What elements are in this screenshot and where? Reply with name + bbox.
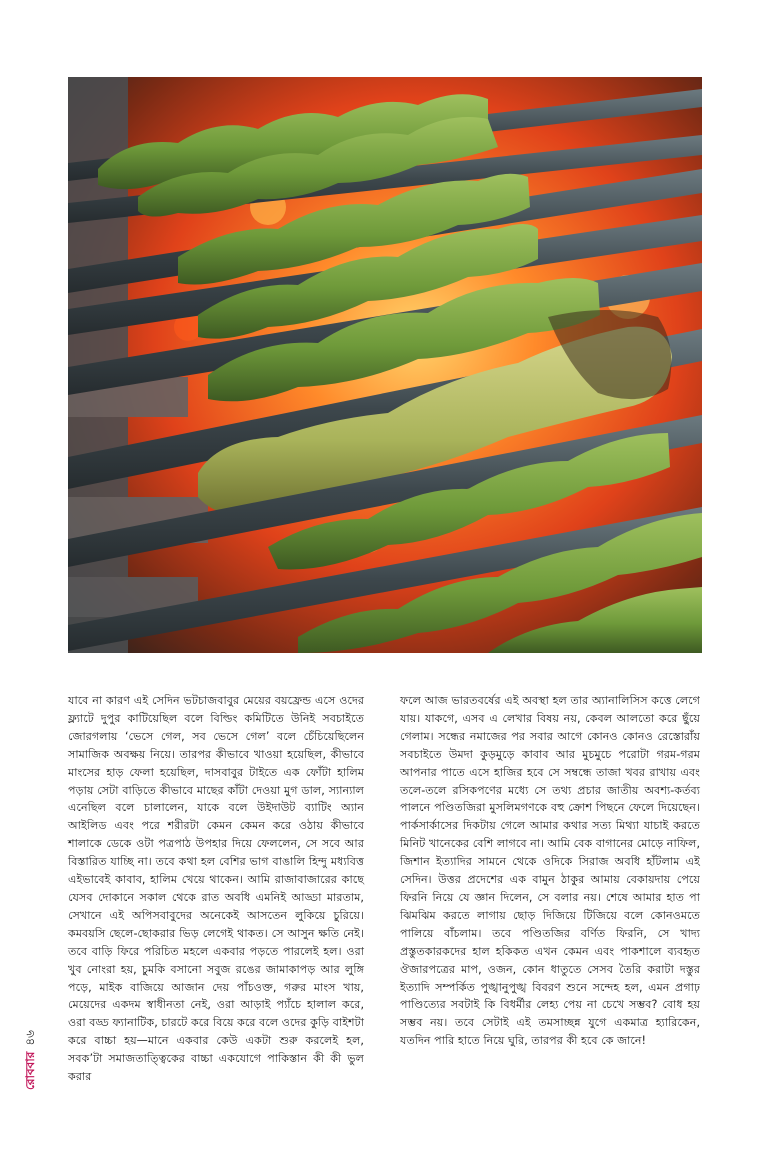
page-folio — [22, 1030, 42, 1090]
article-column-left: যাবে না কারণ এই সেদিন ভটচাজবাবুর মেয়ের বয়ফ্রেন্ড এসে ওদের ফ্ল্যাটে দুপুর কাটিয়েছিল বলে বিল্ডিং কমিটিতে উনিই সবচাইতে জোরগলায় ‘ভেসে গেল, সব ভেসে গেল’ বলে চেঁচিয়েছিলেন সামাজিক অবক্ষয় নিয়ে। তারপর কীভাবে খাওয়া হয়েছিল, কীভাবে মাংসের হাড় ফেলা হয়েছিল, দাসবাবুর টাইতে এক ফোঁটা হালিম পড়ায় সেটা বাড়িতে কীভাবে মাছের কাঁটা দেওয়া মুগ ডাল, স্যান্যাল এনেছিল বলে চালালেন, যাকে বলে উইদাউট ব্যাটিং অ্যান আইলিড এবং পরে শরীরটা কেমন কেমন করে ওঠায় কীভাবে শালাকে ডেকে ওটা পত্রপাঠ উপহার দিয়ে ফেললেন, সে সবে আর বিস্তারিত যাচ্ছি না। তবে কথা হল বেশির ভাগ বাঙালি হিন্দু মধ্যবিত্ত এইভাবেই কাবাব, হালিম খেয়ে থাকেন। আমি রাজাবাজারের কাছে যেসব দোকানে সকাল থেকে রাত অবধি এমনিই আড্ডা মারতাম, সেখানে এই অপিসবাবুদের অনেকেই আসতেন লুকিয়ে চুরিয়ে। কমবয়সি ছেলে-ছোকরার ভিড় লেগেই থাকত। সে আসুন ক্ষতি নেই। তবে বাড়ি ফিরে পরিচিত মহলে একবার পড়তে পারলেই হল। ওরা খুব নোংরা হয়, চুমকি বসানো সবুজ রঙের জামাকাপড় আর লুঙ্গি পড়ে, মাইক বাজিয়ে আজান দেয় পাঁচওক্ত, গরুর মাংস খায়, মেয়েদের একদম স্বাধীনতা নেই, ওরা আড়াই প্যাঁচে হালাল করে, ওরা বড্ড ফ্যানাটিক, চারটে করে বিয়ে করে বলে ওদের কুড়ি বাইশটা করে বাচ্চা হয়—মানে একবার কেউ একটা শুরু করলেই হল, সবক’টা সমাজতাত্ত্বিকের বাচ্চা একযোগে পাকিস্তান কী কী ভুল করার — [68, 694, 364, 1084]
kebab-illustration — [68, 77, 702, 653]
page-number: ৪৬ — [23, 1030, 37, 1046]
article-column-right: ফলে আজ ভারতবর্ষের এই অবস্থা হল তার অ্যানালিসিস কত্তে লেগে যায়। যাকগে, এসব এ লেখার বিষয় নয়, কেবল আলতো করে ছুঁয়ে গেলাম। সন্ধের নমাজের পর সবার আগে কোনও কোনও রেস্তোরাঁয় সবচাইতে উমদা কুড়মুড়ে কাবাব আর মুচমুচে পরোটা গরম-গরম আপনার পাতে এসে হাজির হবে সে সম্বন্ধে তাজা খবর রাখায় এবং তলে-তলে রসিকপণের মধ্যে সে তথ্য প্রচার জাতীয় অবশ্য-কর্তব্য পালনে পণ্ডিতজিরা মুসলিমগণকে বহু ক্রোশ পিছনে ফেলে দিয়েছেন। পার্কসার্কাসের দিকটায় গেলে আমার কথার সত্য মিথ্যা যাচাই করতে মিনিট খানেকের বেশি লাগবে না। আমি বেক বাগানের মোড়ে নাফিল, জিশান ইত্যাদির সামনে থেকে ওদিকে সিরাজ অবধি হাঁটলাম এই সেদিন। উত্তর প্রদেশের এক বামুন ঠাকুর আমায় বেকায়দায় পেয়ে ফিরনি নিয়ে যে জ্ঞান দিলেন, সে বলার নয়। শেষে আমার হাত পা ঝিমঝিম করতে লাগায় ছোড় দিজিয়ে টিজিয়ে বলে কোনওমতে পালিয়ে বাঁচলাম। তবে পণ্ডিতজির বর্ণিত ফিরনি, সে খাদ্য প্রস্তুতকারকদের হাল হকিকত এখন কেমন এবং পাকশালে ব্যবহৃত ঔজারপত্রের মাপ, ওজন, কোন ধাতুতে সেসব তৈরি করাটা দস্তুর ইত্যাদি সম্পর্কিত পুঙ্খানুপুঙ্খ বিবরণ শুনে সন্দেহ হল, এমন প্রগাঢ় পাণ্ডিত্যের সবটাই কি বিধর্মীর লেহ্য পেয় না চেখে সম্ভব? বোধ হয় সম্ভব নয়। তবে সেটাই এই তমসাচ্ছন্ন যুগে একমাত্র হ্যারিকেন, যতদিন পারি হাতে নিয়ে ঘুরি, তারপর কী হবে কে জানে! — [400, 694, 700, 1048]
magazine-name: রোববার — [23, 1051, 37, 1090]
kebab-photo — [68, 77, 702, 653]
